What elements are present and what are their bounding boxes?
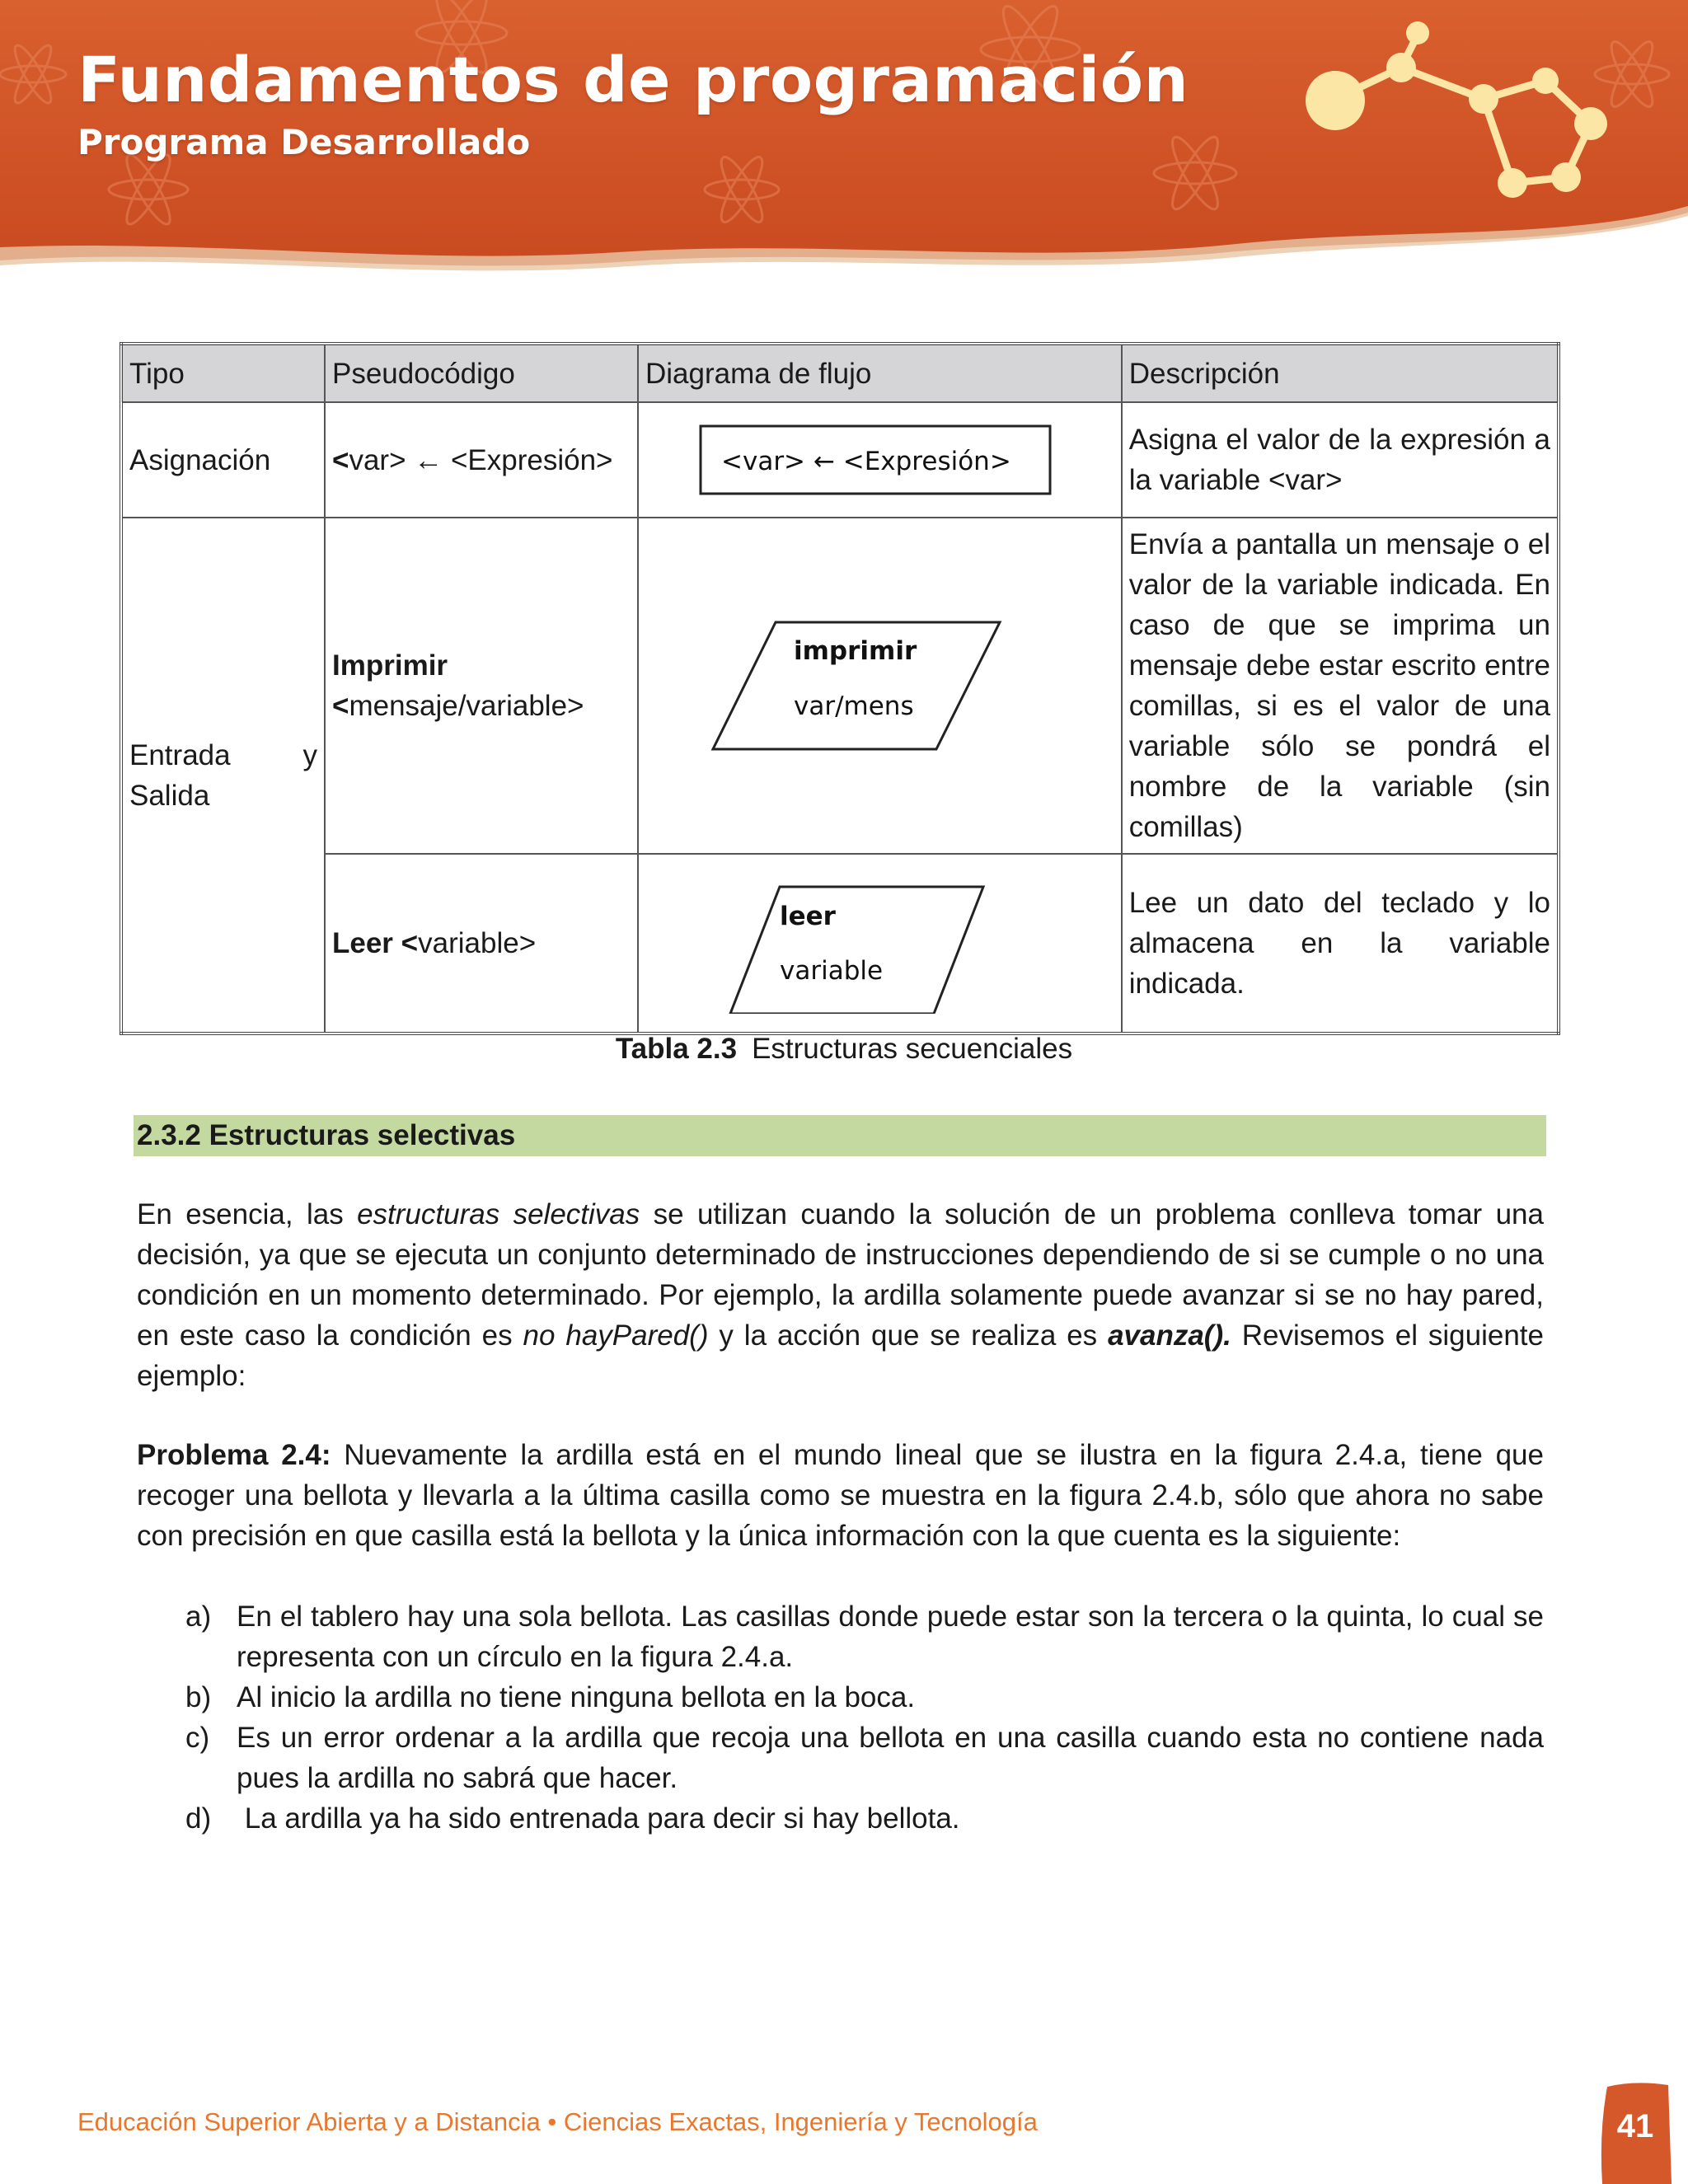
table-row [121, 518, 1559, 854]
cell-diagram [638, 518, 1122, 854]
process-box-text: <var> ← <Expresión> [720, 447, 1011, 476]
caption-label: Tabla 2.3 [615, 1033, 738, 1065]
list-item: d) La ardilla ya ha sido entrenada para decir si hay bellota. [185, 1802, 960, 1835]
list-item: b) Al inicio la ardilla no tiene ninguna bellota en la boca. [185, 1681, 916, 1713]
header-pseudocodigo: Pseudocódigo [325, 344, 638, 402]
cell-pseudo [325, 518, 638, 854]
tipo-word-y: y [302, 738, 317, 771]
cell-diagram [638, 854, 1122, 1033]
pseudo-assign-rest: var> ← <Expresión> [349, 443, 613, 476]
cell-diagram [638, 402, 1122, 518]
section-heading: 2.3.2 Estructuras selectivas [134, 1115, 1546, 1156]
tipo-word-salida: Salida [129, 779, 210, 812]
cell-description: Envía a pantalla un mensaje o el valor de la variable indicada. En caso de que se imprima un mensaje debe estar escrito entre comillas, si es el valor de una variable sólo se pondrá el nombre de la variable (sin comillas) [1122, 518, 1559, 854]
pseudo-leer-arg: variable> [418, 927, 537, 959]
cell-description: Asigna el valor de la expresión a la variable <var> [1122, 402, 1559, 518]
page-number: 41 [1616, 2108, 1654, 2144]
diagram-keyword: imprimir [793, 636, 917, 666]
diagram-keyword: leer [779, 901, 836, 931]
header-subtitle: Programa Desarrollado [77, 122, 531, 162]
pseudo-keyword: Imprimir [332, 649, 448, 682]
cell-tipo: Asignación [121, 402, 325, 518]
process-box-diagram [645, 404, 1114, 516]
read-parallelogram-diagram [645, 874, 1114, 1014]
table-caption [0, 1033, 1688, 1066]
paragraph-problem: Problema 2.4: Nuevamente la ardilla está en el mundo lineal que se ilustra en la figura 2.4.a, tiene que recoger una bellota y llevarla a la última casilla como se muestra en la figura 2.4.b, sólo que ahora no sabe con precisión en que casilla está la bellota y la única información con la que cuenta es la siguiente: [137, 1439, 1544, 1552]
header-diagrama: Diagrama de flujo [638, 344, 1122, 402]
print-parallelogram-diagram [645, 616, 1114, 756]
list-item: c) Es un error ordenar a la ardilla que recoja una bellota en una casilla cuando esta no contiene nada pues la ardilla no sabrá que hacer. [185, 1722, 1544, 1794]
pseudo-print-arg: <mensaje/variable> [332, 690, 584, 722]
table-row [121, 402, 1559, 518]
header-descripcion: Descripción [1122, 344, 1559, 402]
header-title: Fundamentos de programación [77, 43, 1189, 116]
cell-description: Lee un dato del teclado y lo almacena en la variable indicada. [1122, 854, 1559, 1033]
conditions-list [137, 1596, 1544, 1839]
cell-pseudo [325, 854, 638, 1033]
caption-text: Estructuras secuenciales [752, 1033, 1073, 1065]
cell-tipo-entrada-salida [121, 518, 325, 1033]
pseudo-keyword: Leer [332, 927, 393, 959]
footer-text: Educación Superior Abierta y a Distancia • Ciencias Exactas, Ingeniería y Tecnología [77, 2107, 1038, 2136]
table-header-row [121, 344, 1559, 402]
sequential-structures-table [120, 342, 1560, 1035]
tipo-word-entrada: Entrada [129, 738, 231, 771]
cell-pseudo: <var> ← <Expresión> [325, 402, 638, 518]
pseudo-lt: < [401, 927, 419, 959]
pseudo-print-rest: mensaje/variable> [349, 690, 584, 722]
list-item: a) En el tablero hay una sola bellota. Las casillas donde puede estar son la tercera o la quinta, lo cual se representa con un círculo en la figura 2.4.a. [185, 1601, 1544, 1673]
header-tipo: Tipo [121, 344, 325, 402]
table-row [121, 854, 1559, 1033]
paragraph-intro: En esencia, las estructuras selectivas se utilizan cuando la solución de un problema conlleva tomar una decisión, ya que se ejecuta un conjunto determinado de instrucciones dependiendo de si se cumple o no una condición en un momento determinado. Por ejemplo, la ardilla solamente puede avanzar si se no hay pared, en este caso la condición es no hayPared() y la acción que se realiza es avanza(). Revisemos el siguiente ejemplo: [137, 1198, 1544, 1392]
diagram-arg: variable [779, 955, 883, 986]
diagram-arg: var/mens [793, 691, 914, 721]
problem-label: Problema 2.4: [137, 1439, 331, 1471]
